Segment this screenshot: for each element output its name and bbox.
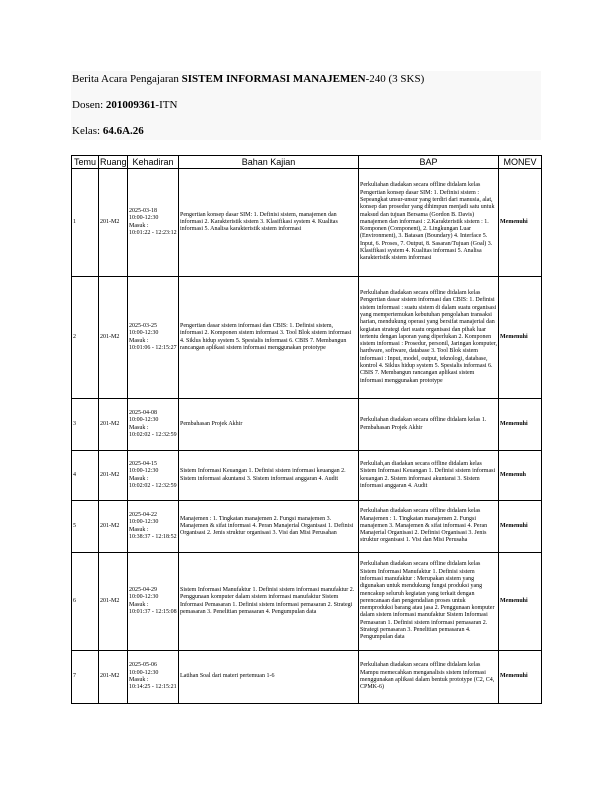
monev-cell: Memenuhi [499, 553, 542, 651]
bap-cell: Perkuliahan diadakan secara offline didalam kelas Manajemen : 1. Tingkatan manajemen 2. Fungsi manajemen 3. Manajemen & sifat informasi 4. Peran Manajerial Organisasi 2. Definisi Organisasi 3. Jenis struktur organisasi 1. Visi dan Misi Perusaha [359, 501, 499, 553]
monev-cell: Memenuhi [499, 277, 542, 399]
table-header-row [72, 156, 542, 169]
kehadiran-cell [128, 277, 179, 399]
kehadiran-cell [128, 501, 179, 553]
masuk-time: 10:02:02 - 12:32:59 [129, 482, 177, 489]
ruang-cell: 201-M2 [99, 169, 128, 277]
kehadiran-cell [128, 553, 179, 651]
kelas-line [71, 123, 541, 140]
bap-cell: Perkuliahan diadakan secara offline didalam kelas Mampu memecahkan menganalisis sistem informasi menggunakan aplikasi dalam bentuk prototype (C2, C4, CPMK-6) [359, 651, 499, 704]
masuk-label: Masuk : [129, 475, 149, 482]
bahan-kajian-cell: Pengertian konsep dasar SIM: 1. Definisi sistem, manajemen dan informasi 2. Karakteristik sistem 3. Klasifikasi system 4. Kualitas informasi 5. Analisa karakteristik sistem informasi [179, 169, 359, 277]
masuk-time: 10:02:02 - 12:32:59 [129, 431, 177, 438]
bahan-kajian-cell: Sistem Informasi Keuangan 1. Definisi sistem informasi keuangan 2. Sistem informasi akuntansi 3. Sistem informasi anggaran 4. Audit [179, 451, 359, 501]
column-header-monev: MONEV [499, 156, 542, 169]
table-row [72, 501, 542, 553]
ruang-cell: 201-M2 [99, 651, 128, 704]
kehadiran-date: 2025-04-15 [129, 460, 157, 467]
bap-cell: Perkuliahan diadakan secara offline didalam kelas 1. Pembahasan Projek Akhir [359, 399, 499, 451]
bap-table [71, 155, 542, 704]
kehadiran-cell [128, 169, 179, 277]
column-header-temu: Temu [72, 156, 99, 169]
monev-cell: Memenuhi [499, 169, 542, 277]
ruang-cell: 201-M2 [99, 451, 128, 501]
bap-cell: Perkuliahan diadakan secara offline didalam kelas Pengertian konsep dasar SIM: 1. Definisi sistem : Sepeangkat unsur-unsur yang terdiri dari manusia, alat, konsep dan prosedur yang dihimpun menjadi satu untuk maksud dan tujuan Bersama (Gordon B. Davis) manajemen dan informasi : 2.Karakteristik sistem : 1. Komponen (Component), 2. Lingkungan Luar (Environment), 3. Batasan (Boundary) 4. Interface 5. Input, 6. Proses, 7. Output, 8. Sasaran/Tujuan (Goal) 3. Klasifikasi system 4. Kualitas informasi 5. Analisa karakteristik sistem informasi [359, 169, 499, 277]
kehadiran-time: 10:00-12:30 [129, 519, 159, 526]
temu-cell: 7 [72, 651, 99, 704]
kehadiran-time: 10:00-12:30 [129, 468, 159, 475]
masuk-label: Masuk : [129, 337, 149, 344]
bahan-kajian-cell: Pengertian dasar sistem informasi dan CBIS: 1. Definisi sistem, informasi 2. Komponen sistem informasi 3. Tool Blok sistem informasi 4. Siklus hidup system 5. Spesialis informasi 6. CBIS 7. Membangun rancangan aplikasi sistem informasi menggunakan prototype [179, 277, 359, 399]
bahan-kajian-cell: Sistem Informasi Manufaktur 1. Definisi sistem informasi manufaktur 2. Penggunaan komputer dalam sistem informasi manufaktur Sistem Informasi Pemasaran 1. Definisi sistem informasi pemasaran 2. Strategi pemasaran 3. Penelitian pemasaran 4. Pengumpulan data [179, 553, 359, 651]
monev-cell: Memenuhi [499, 501, 542, 553]
masuk-label: Masuk : [129, 424, 149, 431]
table-row [72, 553, 542, 651]
masuk-time: 10:01:22 - 12:23:12 [129, 229, 177, 236]
table-row [72, 169, 542, 277]
masuk-time: 10:01:06 - 12:15:27 [129, 344, 177, 351]
table-row [72, 451, 542, 501]
dosen-id: 201009361 [105, 99, 156, 111]
masuk-label: Masuk : [129, 222, 149, 229]
title-prefix: Berita Acara Pengajaran [72, 73, 182, 85]
column-header-bap: BAP [359, 156, 499, 169]
kehadiran-date: 2025-04-22 [129, 511, 157, 518]
temu-cell: 2 [72, 277, 99, 399]
temu-cell: 4 [72, 451, 99, 501]
temu-cell: 1 [72, 169, 99, 277]
kehadiran-time: 10:00-12:30 [129, 330, 159, 337]
kehadiran-date: 2025-03-25 [129, 322, 157, 329]
table-row [72, 399, 542, 451]
dosen-label: Dosen: [72, 99, 106, 111]
masuk-time: 10:38:37 - 12:18:52 [129, 533, 177, 540]
course-name: SISTEM INFORMASI MANAJEMEN [181, 73, 366, 85]
kehadiran-time: 10:00-12:30 [129, 669, 159, 676]
kehadiran-date: 2025-04-08 [129, 409, 157, 416]
temu-cell: 6 [72, 553, 99, 651]
ruang-cell: 201-M2 [99, 501, 128, 553]
masuk-label: Masuk : [129, 677, 149, 683]
kehadiran-time: 10:00-12:30 [129, 417, 159, 424]
bahan-kajian-cell: Manajemen : 1. Tingkatan manajemen 2. Fungsi manajemen 3. Manajemen & sifat informasi 4. Peran Manajerial Organisasi 1. Definisi Organisasi 2. Jenis struktur organisasi 3. Visi dan Misi Perusahan [179, 501, 359, 553]
bap-cell: Perkuliahan diadakan secara offline didalam kelas Pengertian dasar sistem informasi dan CBIS: 1. Definisi sistem informasi : suatu sistem di dalam suatu organisasi yang mempertemukan kebutuhan pengolahan transaksi harian, mendukung operasi yang bersifat manajerial dan kegiatan strategi dari suatu organisasi dan pihak luar tertentu dengan laporan yang diperlukan 2. Komponen sistem informasi : Prosedur, personil, Jaringan komputer, hardware, software, database 3. Tool Blok sistem informasi : Input, model, output, teknologi, database, kontrol 4. Siklus hidup system 5. Spesialis informasi 6. CBIS 7. Membangun rancangan aplikasi sistem informasi menggunakan prototype [359, 277, 499, 399]
kehadiran-cell [128, 451, 179, 501]
bap-cell: Perkuliahan diadakan secara offline didalam kelas Sistem Informasi Manufaktur 1. Definisi sistem informasi manufaktur : Merupakan sistem yang digunakan untuk mendukung fungsi produksi yang mencakup seluruh kegiatan yang terkait dengan perencanaan dan pengendalian proses untuk memproduksi barang atau jasa 2. Penggunaan komputer dalam sistem informasi manufaktur Sistem Informasi Pemasaran 1. Definisi sistem informasi pemasaran 2. Strategi pemasaran 3. Penelitian pemasaran 4. Pengumpulan data [359, 553, 499, 651]
kehadiran-cell [128, 651, 179, 704]
ruang-cell: 201-M2 [99, 277, 128, 399]
dosen-suffix: -ITN [155, 99, 178, 111]
kehadiran-time: 10:00-12:30 [129, 215, 159, 222]
masuk-label: Masuk : [129, 526, 149, 533]
kelas-label: Kelas: [72, 125, 103, 137]
monev-cell: Memenuhi [499, 651, 542, 704]
kehadiran-date: 2025-05-06 [129, 662, 157, 669]
masuk-label: Masuk : [129, 601, 149, 608]
temu-cell: 5 [72, 501, 99, 553]
kelas-value: 64.6A.26 [102, 125, 144, 137]
table-row [72, 277, 542, 399]
kehadiran-time: 10:00-12:30 [129, 594, 159, 601]
kehadiran-date: 2025-03-18 [129, 207, 157, 214]
column-header-ruang: Ruang [100, 157, 127, 167]
temu-cell: 3 [72, 399, 99, 451]
dosen-line [71, 97, 541, 114]
column-header-bahan-kajian: Bahan Kajian [179, 156, 359, 169]
bahan-kajian-cell: Latihan Soal dari materi pertemuan 1-6 [179, 651, 359, 704]
table-row [72, 651, 542, 704]
masuk-time: 10:14:25 - 12:15:21 [129, 684, 177, 691]
kehadiran-date: 2025-04-29 [129, 586, 157, 593]
ruang-cell: 201-M2 [99, 399, 128, 451]
bahan-kajian-cell: Pembahasan Projek Akhir [179, 399, 359, 451]
masuk-time: 10:01:37 - 12:15:08 [129, 608, 177, 615]
kehadiran-cell [128, 399, 179, 451]
column-header-kehadiran: Kehadiran [128, 156, 179, 169]
monev-cell: Memenuhi [499, 399, 542, 451]
bap-cell: Perkuliah,an diadakan secara offline didalam kelas Sistem Informasi Keuangan 1. Definisi sistem informasi keuangan 2. Sistem informasi akuntansi 3. Sistem informasi anggaran 4. Audit [359, 451, 499, 501]
document-header [71, 71, 541, 140]
monev-cell: Memenuh [499, 451, 542, 501]
ruang-cell: 201-M2 [99, 553, 128, 651]
course-title-line [71, 71, 541, 88]
course-suffix: -240 (3 SKS) [365, 73, 425, 85]
